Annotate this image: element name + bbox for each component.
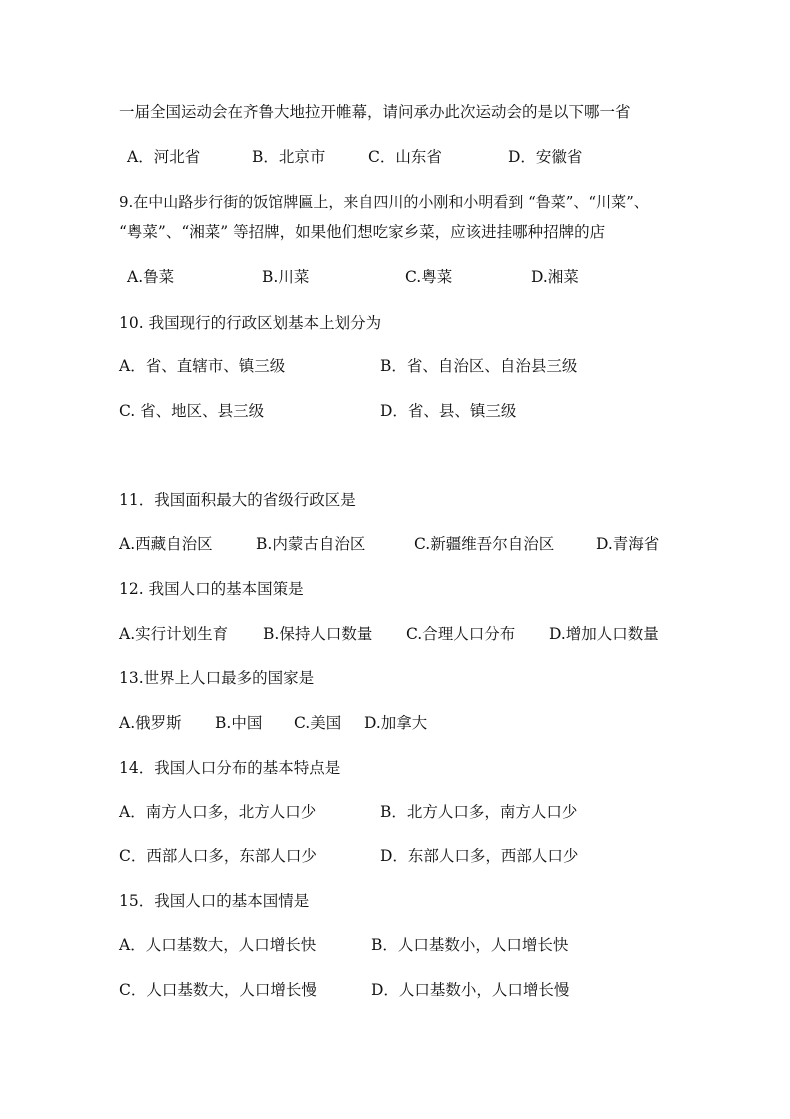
q14-option-b: B．北方人口多，南方人口少: [380, 803, 578, 821]
q15-stem: 15．我国人口的基本国情是: [119, 892, 310, 910]
q12-stem: 12. 我国人口的基本国策是: [119, 580, 304, 598]
q14-option-a: A．南方人口多，北方人口少: [119, 803, 317, 821]
q15-option-b: B．人口基数小，人口增长快: [371, 936, 569, 954]
q11-option-c: C.新疆维吾尔自治区: [414, 535, 555, 553]
q13-option-a: A.俄罗斯: [119, 714, 182, 732]
q8-option-c: C．山东省: [368, 148, 442, 166]
q14-option-c: C．西部人口多，东部人口少: [119, 847, 317, 865]
q11-stem: 11．我国面积最大的省级行政区是: [119, 491, 356, 509]
q14-stem: 14．我国人口分布的基本特点是: [119, 759, 341, 777]
q8-option-a: A．河北省: [127, 148, 201, 166]
q10-option-a: A．省、直辖市、镇三级: [119, 357, 286, 375]
q11-option-d: D.青海省: [596, 535, 660, 553]
q10-option-c: C. 省、地区、县三级: [119, 402, 265, 420]
q8-stem: 一届全国运动会在齐鲁大地拉开帷幕，请问承办此次运动会的是以下哪一省: [119, 103, 631, 121]
q11-option-b: B.内蒙古自治区: [256, 535, 366, 553]
q9-stem-line1: 9.在中山路步行街的饭馆牌匾上，来自四川的小刚和小明看到 “鲁菜”、“川菜”、: [119, 193, 649, 211]
q12-option-b: B.保持人口数量: [263, 625, 373, 643]
q10-stem: 10. 我国现行的行政区划基本上划分为: [119, 314, 382, 332]
q9-option-d: D.湘菜: [531, 268, 579, 286]
q10-option-b: B．省、自治区、自治县三级: [380, 357, 578, 375]
q12-option-d: D.增加人口数量: [549, 625, 659, 643]
q15-option-d: D．人口基数小，人口增长慢: [371, 981, 570, 999]
q8-option-b: B．北京市: [252, 148, 326, 166]
q13-stem: 13.世界上人口最多的国家是: [119, 669, 315, 687]
q12-option-a: A.实行计划生育: [119, 625, 229, 643]
q11-option-a: A.西藏自治区: [119, 535, 213, 553]
q8-option-d: D．安徽省: [508, 148, 583, 166]
q15-option-a: A．人口基数大，人口增长快: [119, 936, 317, 954]
q14-option-d: D．东部人口多，西部人口少: [380, 847, 579, 865]
q15-option-c: C．人口基数大，人口增长慢: [119, 981, 317, 999]
q13-option-c: C.美国: [294, 714, 342, 732]
q13-option-b: B.中国: [215, 714, 263, 732]
q12-option-c: C.合理人口分布: [406, 625, 516, 643]
q13-option-d: D.加拿大: [364, 714, 428, 732]
q9-option-b: B.川菜: [262, 268, 310, 286]
q9-option-a: A.鲁菜: [127, 268, 175, 286]
q9-stem-line2: “粤菜”、“湘菜” 等招牌，如果他们想吃家乡菜，应该进挂哪种招牌的店: [119, 223, 606, 241]
q9-option-c: C.粤菜: [405, 268, 453, 286]
q10-option-d: D．省、县、镇三级: [380, 402, 517, 420]
